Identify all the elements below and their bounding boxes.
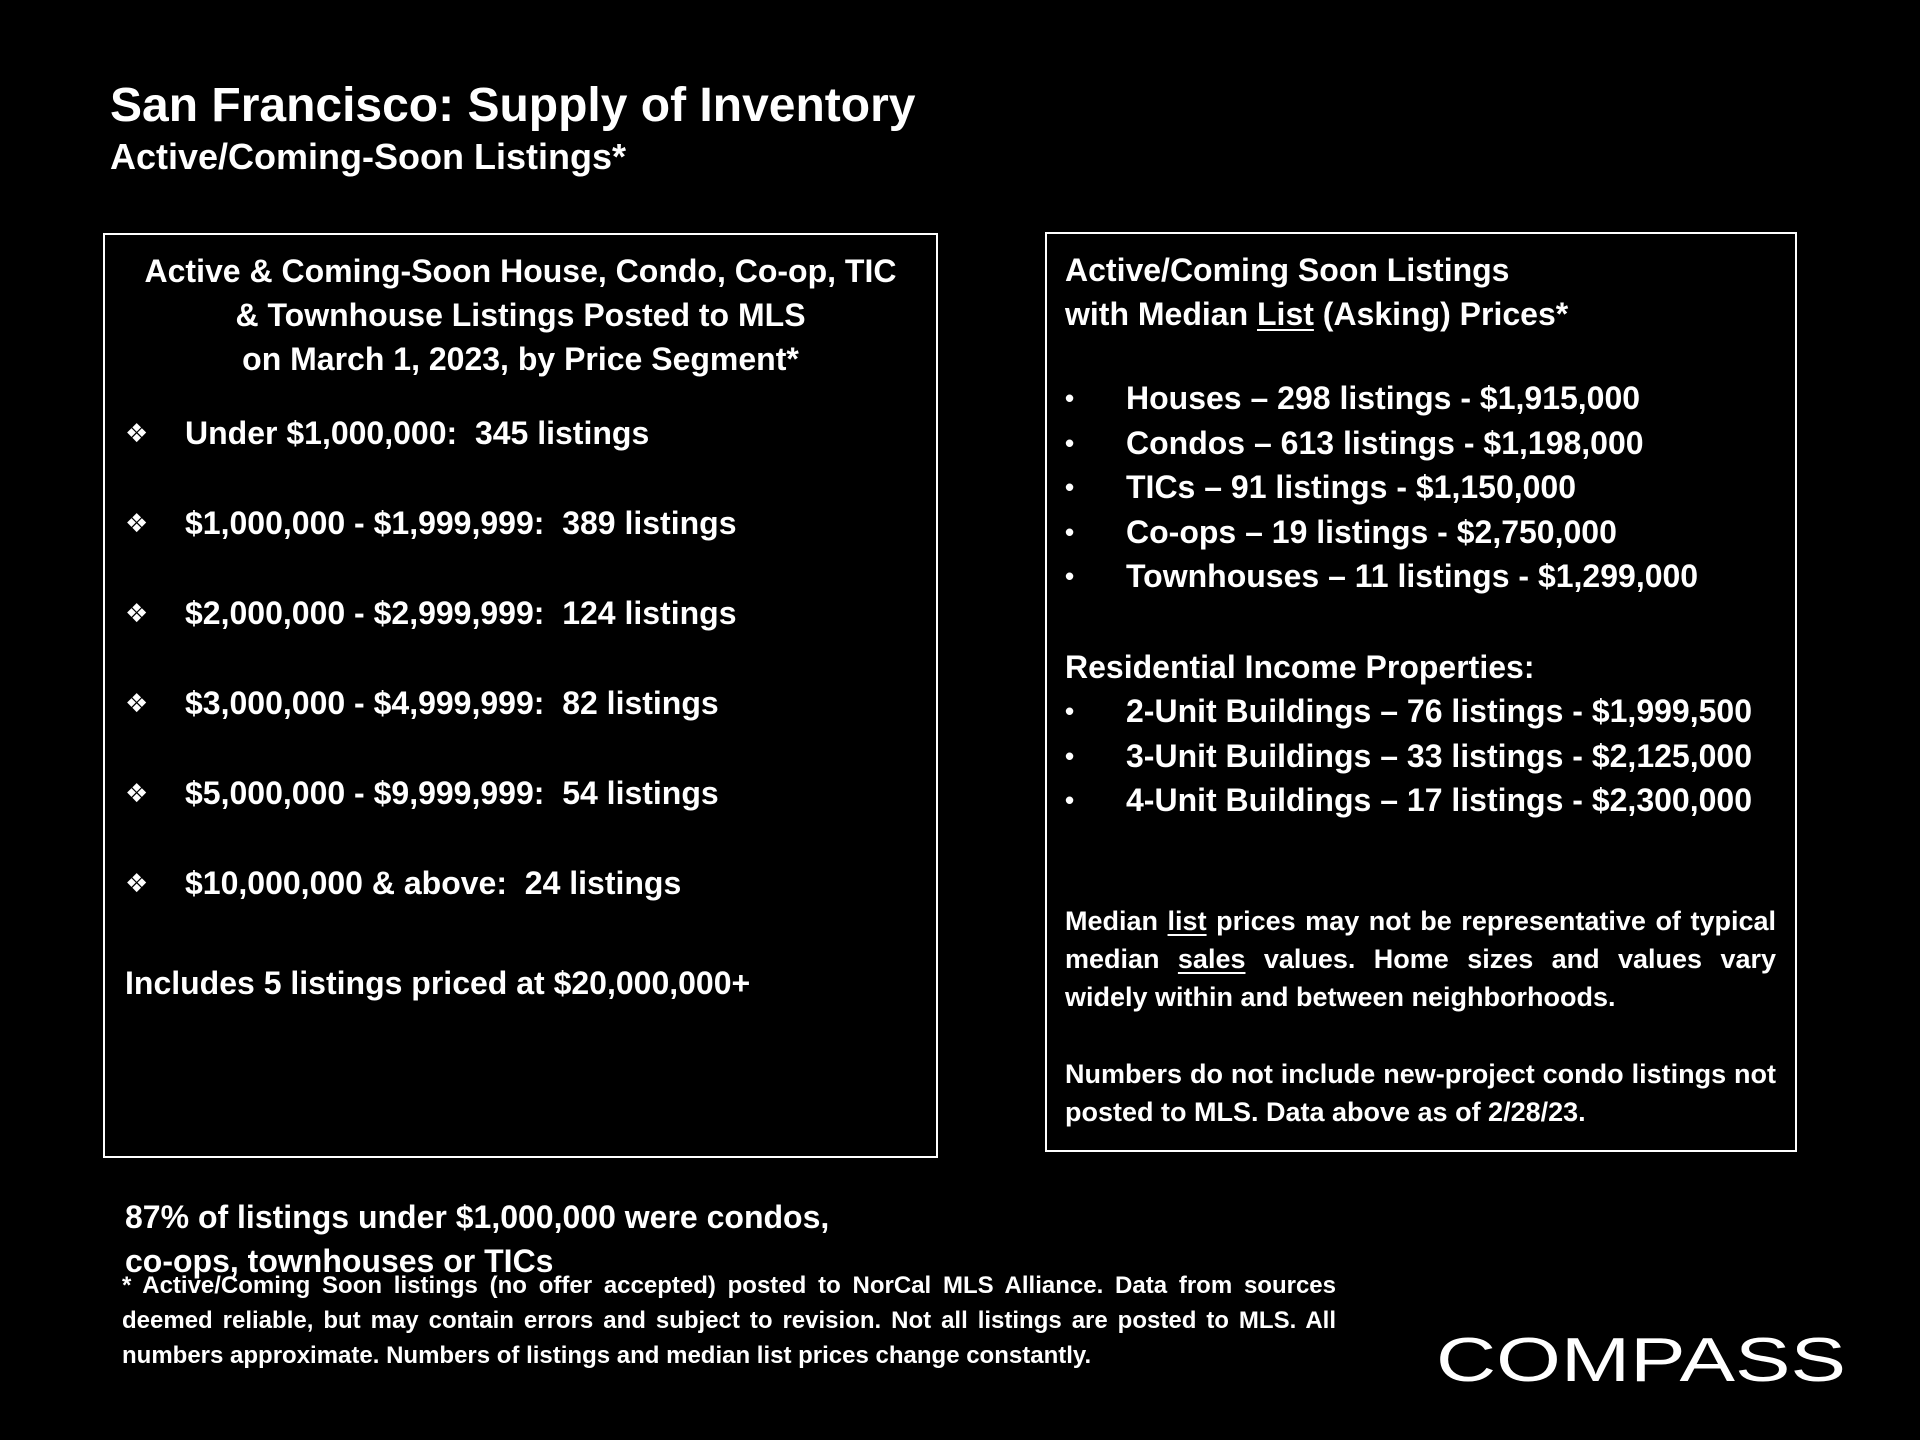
list-item [125,681,736,771]
heading-line [1065,292,1568,336]
diamond-bullet-icon: ❖ [125,868,149,898]
list-item [1065,465,1698,510]
footnote: * Active/Coming Soon listings (no offer accepted) posted to NorCal MLS Alliance. Data from sources deemed reliable, but may contain errors and subject to revision. Not all listings are posted to MLS. All numbers approximate. Numbers of listings and median list prices change constantly. [122,1272,1336,1369]
list-item-text: 2-Unit Buildings – 76 listings - $1,999,500 [1126,693,1752,729]
list-item-text: Co-ops – 19 listings - $2,750,000 [1126,513,1617,550]
list-item [1065,734,1752,779]
list-item [125,501,736,591]
bullet-icon: • [1065,383,1075,413]
heading-line: on March 1, 2023, by Price Segment* [242,341,799,377]
page-title: San Francisco: Supply of Inventory [110,79,916,132]
median-price-heading [1065,248,1568,336]
bullet-icon: • [1065,696,1075,726]
median-price-disclaimer [1065,902,1784,1016]
disclaimer-text: values. Home sizes and values vary widely within and between neighborhoods. [1065,944,1784,1012]
diamond-bullet-icon: ❖ [125,508,149,538]
price-segment-list [125,411,736,951]
list-item-text: 4-Unit Buildings – 17 listings - $2,300,000 [1126,782,1752,818]
segment-label: $3,000,000 - $4,999,999: [185,685,545,721]
segment-label: $10,000,000 & above: [185,865,507,901]
logo-text: COMPASS [1436,1326,1846,1388]
list-item-text: Houses – 298 listings - $1,915,000 [1126,380,1641,416]
diamond-bullet-icon: ❖ [125,418,149,448]
compass-logo [1436,1326,1846,1388]
diamond-bullet-icon: ❖ [125,778,149,808]
disclaimer-underlined-text: list [1167,906,1207,936]
segment-count: 345 listings [474,415,650,451]
list-item [1065,778,1752,823]
list-item [1065,376,1698,421]
list-item [1065,554,1698,599]
bullet-icon: • [1065,516,1075,547]
bullet-icon: • [1065,427,1075,458]
income-property-list [1065,689,1752,823]
list-item-text: Condos – 613 listings - $1,198,000 [1126,424,1644,461]
disclaimer-text: Median [1065,906,1168,936]
segment-count: 389 listings [562,505,737,541]
heading-line: Active & Coming-Soon House, Condo, Co-op, TIC [144,253,897,289]
income-properties-heading: Residential Income Properties: [1065,649,1535,685]
list-item [125,411,736,501]
bullet-icon: • [1065,472,1075,502]
segment-count: 24 listings [524,865,682,901]
list-item [125,771,736,861]
segment-count: 54 listings [562,775,719,811]
page-subtitle: Active/Coming-Soon Listings* [110,136,627,177]
list-item [1065,510,1698,555]
heading-text: with Median [1065,296,1257,332]
heading-underlined-text: List [1257,296,1314,332]
bullet-icon: • [1065,561,1075,591]
median-price-panel [1045,232,1797,1152]
list-item [125,591,736,681]
list-item-text: TICs – 91 listings - $1,150,000 [1126,469,1577,505]
list-item [125,861,736,951]
segment-label: $2,000,000 - $2,999,999: [185,595,545,631]
heading-line: & Townhouse Listings Posted to MLS [235,297,806,333]
disclaimer-text: prices may not be representative of typical median [1065,906,1784,974]
high-end-note: Includes 5 listings priced at $20,000,000+ [125,965,751,1001]
note-line: co-ops, townhouses or TICs [125,1243,554,1279]
bullet-icon: • [1065,785,1075,815]
diamond-bullet-icon: ❖ [125,688,149,718]
list-item [1065,421,1698,466]
segment-count: 124 listings [562,595,737,631]
list-item [1065,689,1752,734]
diamond-bullet-icon: ❖ [125,598,149,628]
heading-text: (Asking) Prices* [1313,296,1569,332]
segment-label: Under $1,000,000: [185,415,458,451]
list-item-text: 3-Unit Buildings – 33 listings - $2,125,000 [1126,737,1752,774]
price-segment-heading [105,249,936,381]
data-source-disclaimer: Numbers do not include new-project condo listings not posted to MLS. Data above as of 2/28/23. [1065,1059,1776,1127]
segment-label: $1,000,000 - $1,999,999: [185,505,545,541]
segment-label: $5,000,000 - $9,999,999: [185,775,545,811]
note-line: 87% of listings under $1,000,000 were condos, [125,1199,830,1235]
disclaimer-underlined-text: sales [1177,944,1246,974]
bullet-icon: • [1065,740,1075,771]
segment-count: 82 listings [562,685,719,721]
list-item-text: Townhouses – 11 listings - $1,299,000 [1126,558,1699,594]
property-type-list [1065,376,1698,599]
price-segment-panel [103,233,938,1279]
heading-line: Active/Coming Soon Listings [1065,252,1510,288]
